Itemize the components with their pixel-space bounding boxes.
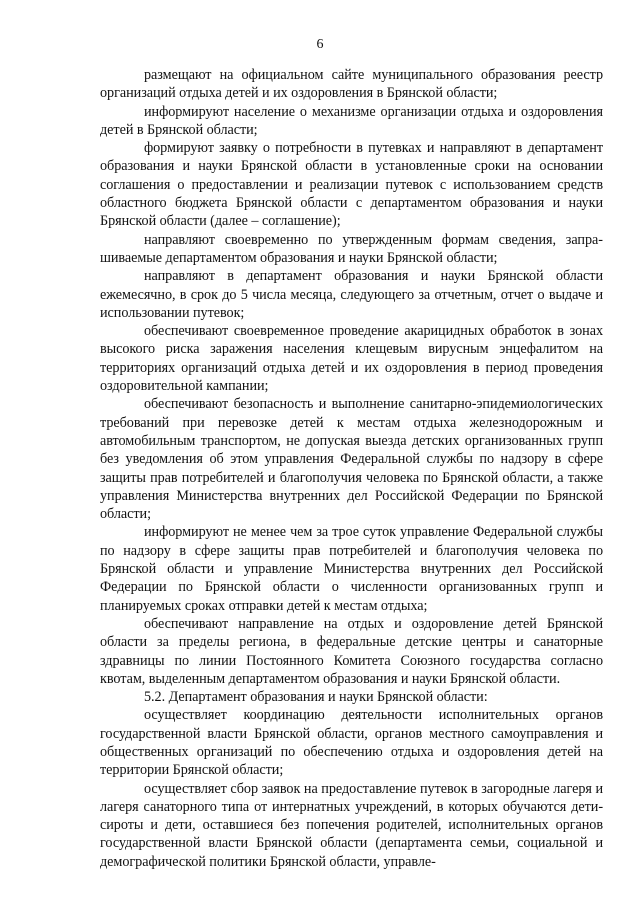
paragraph: осуществляет координацию деятельности исполнительных органов государственной власти Брянской области, органов местного самоуправления и общественных организаций по обеспечению отдыха и оздоровления детей на территории Брянской области;: [100, 707, 603, 779]
page-number: 6: [316, 37, 324, 52]
paragraph: направляют своевременно по утвержденным формам сведения, запрашиваемые департаментом образования и науки Брянской области;: [100, 231, 603, 266]
paragraph: обеспечивают своевременное проведение акарицидных обработок в зонах высокого риска заражения населения клещевым вирусным энцефалитом на территориях организаций отдыха детей и их оздоровления в период проведения оздоровительной кампании;: [100, 323, 603, 395]
paragraph: осуществляет сбор заявок на предоставление путевок в загородные лагеря и лагеря санаторного типа от интернатных учреждений, в которых обучаются дети-сироты и дети, оставшиеся без попечения родителей, исполнительных органов государственной власти Брянской области (департамента семьи, социальной и демографической политики Брянской области, управле-: [100, 780, 603, 870]
section-heading: 5.2. Департамент образования и науки Брянской области:: [144, 689, 488, 706]
document-body: [100, 66, 603, 871]
paragraph: направляют в департамент образования и науки Брянской области ежемесячно, в срок до 5 числа месяца, следующего за отчетным, отчет о выдаче и использовании путевок;: [100, 268, 603, 321]
paragraph: обеспечивают направление на отдых и оздоровление детей Брянской области за пределы региона, в федеральные детские центры и санаторные здравницы по линии Постоянного Комитета Союзного государства согласно квотам, выделенным департаментом образования и науки Брянской области.: [100, 615, 603, 687]
paragraph: обеспечивают безопасность и выполнение санитарно-эпидемиологических требований при перевозке детей к местам отдыха железнодорожным и автомобильным транспортом, не допуская выезда детских организованных групп без уведомления об этом управления Федеральной службы по надзору в сфере защиты прав потребителей и благополучия человека по Брянской области, а также управления Министерства внутренних дел Российской Федерации по Брянской области;: [100, 396, 603, 523]
paragraph: информируют не менее чем за трое суток управление Федеральной службы по надзору в сфере защиты прав потребителей и благополучия человека по Брянской области и управление Министерства внутренних дел Российской Федерации по Брянской области о численности организованных групп и планируемых сроках отправки детей к местам отдыха;: [100, 524, 603, 614]
paragraph: размещают на официальном сайте муниципального образования реестр организаций отдыха детей и их оздоровления в Брянской области;: [100, 67, 603, 102]
paragraph: информируют население о механизме организации отдыха и оздоровления детей в Брянской области;: [100, 103, 603, 138]
paragraph: формируют заявку о потребности в путевках и направляют в департамент образования и науки Брянской области в установленные сроки на основании соглашения о предоставлении и реализации путевок с использованием средств областного бюджета Брянской области с департаментом образования и науки Брянской области (далее – соглашение);: [100, 140, 603, 230]
